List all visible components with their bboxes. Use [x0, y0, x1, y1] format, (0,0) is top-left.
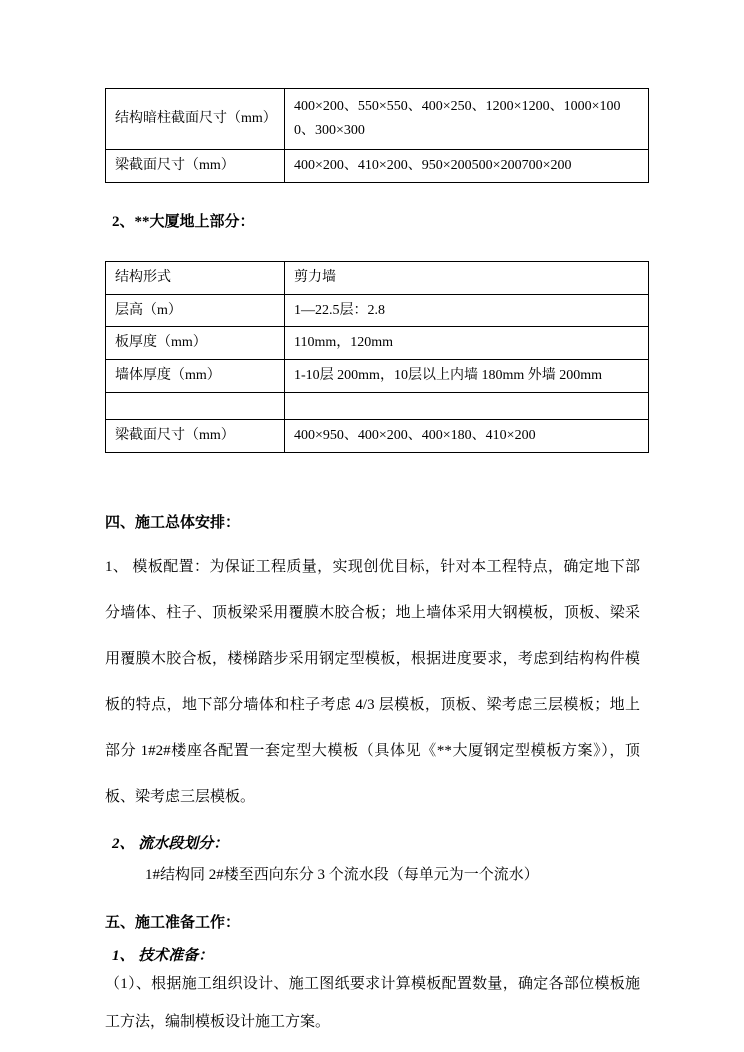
paragraph-technical-preparation: （1）、根据施工组织设计、施工图纸要求计算模板配置数量，确定各部位模板施工方法，编制模板设计施工方案。 [105, 975, 640, 1030]
row-value: 400×200、410×200、950×200500×200700×200 [285, 150, 649, 183]
table-row [106, 419, 649, 452]
table-row [106, 150, 649, 183]
paragraph-formwork-config: 1、 模板配置：为保证工程质量，实现创优目标，针对本工程特点，确定地下部分墙体、柱子、顶板梁采用覆膜木胶合板；地上墙体采用大钢模板，顶板、梁采用覆膜木胶合板，楼梯踏步采用钢定型模板，根据进度要求，考虑到结构构件模板的特点，地下部分墙体和柱子考虑 4/3 层模板，顶板、梁考虑三层模板；地上部分 1#2#楼座各配置一套定型大模板（具体见《**大厦钢定型模板方案》），顶板、梁考虑三层模板。 [105, 558, 640, 805]
heading-above-ground: 2、**大厦地上部分： [112, 213, 255, 230]
row-value [285, 392, 649, 419]
table-row-empty [106, 392, 649, 419]
row-label: 结构形式 [106, 261, 285, 294]
paragraph-flow-segments: 1#结构同 2#楼至西向东分 3 个流水段（每单元为一个流水） [145, 866, 539, 883]
row-label [106, 392, 285, 419]
row-value: 1-10层 200mm，10层以上内墙 180mm 外墙 200mm [285, 360, 649, 393]
row-label: 梁截面尺寸（mm） [106, 150, 285, 183]
row-label: 层高（m） [106, 294, 285, 327]
heading-section4: 四、施工总体安排： [105, 514, 241, 531]
table-row [106, 360, 649, 393]
row-label: 结构暗柱截面尺寸（mm） [106, 89, 285, 150]
row-label: 梁截面尺寸（mm） [106, 419, 285, 452]
basement-dimensions-table [105, 88, 649, 183]
above-ground-dimensions-table [105, 261, 649, 453]
row-value: 400×200、550×550、400×250、1200×1200、1000×1000、300×300 [285, 89, 649, 150]
row-value: 剪力墙 [285, 261, 649, 294]
table-row [106, 89, 649, 150]
table-row [106, 294, 649, 327]
heading-section5: 五、施工准备工作： [105, 914, 241, 931]
row-label: 板厚度（mm） [106, 327, 285, 360]
row-label: 墙体厚度（mm） [106, 360, 285, 393]
row-value: 110mm，120mm [285, 327, 649, 360]
heading-flow-segments: 2、 流水段划分： [112, 835, 229, 852]
row-value: 1—22.5层：2.8 [285, 294, 649, 327]
table-row [106, 327, 649, 360]
heading-technical-preparation: 1、 技术准备： [112, 947, 214, 964]
table-row [106, 261, 649, 294]
row-value: 400×950、400×200、400×180、410×200 [285, 419, 649, 452]
